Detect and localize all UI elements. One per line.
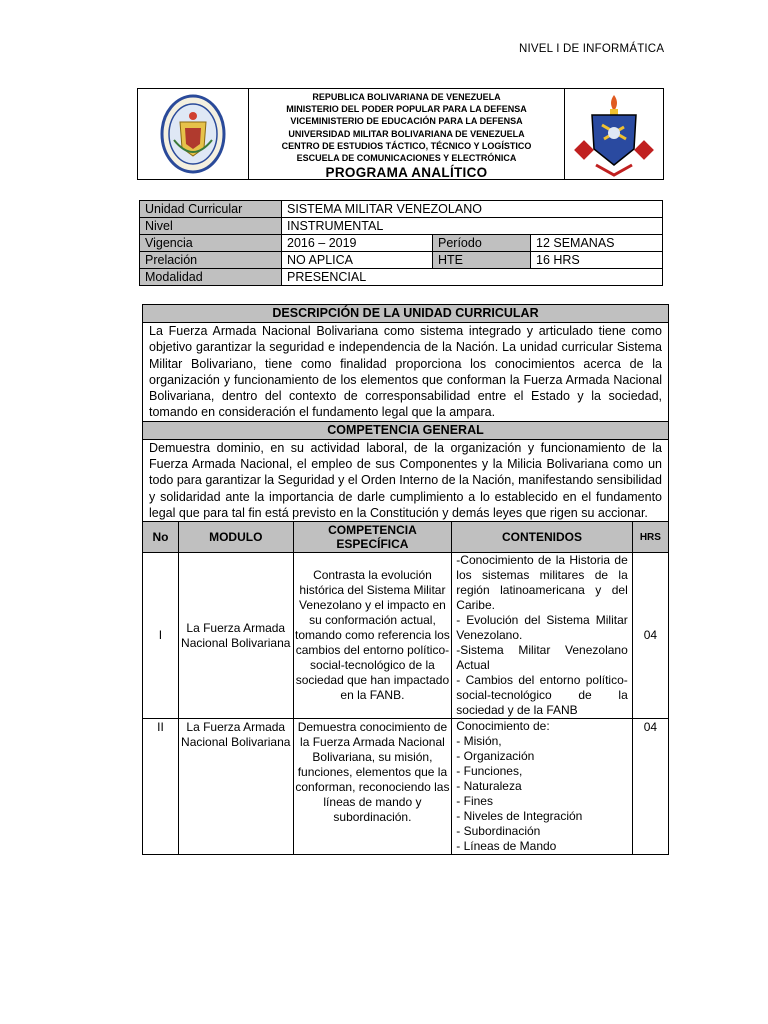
contenido-item: - Subordinación (456, 824, 541, 839)
hte-label: HTE (433, 252, 531, 269)
prelacion-label: Prelación (140, 252, 282, 269)
periodo-value: 12 SEMANAS (531, 235, 663, 252)
row-competencia: Contrasta la evolución histórica del Sistema Militar Venezolano y el impacto en su conformación actual, tomando como referencia los cambios del entorno político-social-tecnológico de la sociedad que han impactado en la FANB. (293, 553, 452, 719)
competencia-text: Demuestra dominio, en su actividad laboral, de la organización y funcionamiento de la Fuerza Armada Nacional, el empleo de sus Componentes y la Milicia Bolivariana como un todo para garantizar la Seguridad y el Orden Interno de la Nación, manifestando sensibilidad y solidaridad ante la importancia de darle cumplimiento a lo establecido en el fundamento legal que para tal fin está previsto en la Constitución y demás leyes que rigen su accionar. (143, 439, 669, 521)
school-crest-icon (574, 91, 654, 177)
contenido-item: - Evolución del Sistema Militar Venezolano. (456, 613, 628, 643)
competencia-heading: COMPETENCIA GENERAL (143, 421, 669, 439)
university-seal-logo (138, 89, 249, 179)
table-row (143, 719, 669, 855)
row-hrs: 04 (632, 719, 668, 855)
header-line: UNIVERSIDAD MILITAR BOLIVARIANA DE VENEZUELA (288, 128, 525, 139)
contenido-item: - Fines (456, 794, 493, 809)
contenido-item: - Cambios del entorno político-social-tecnológico de la sociedad y de la FANB (456, 673, 628, 718)
contenido-item: - Naturaleza (456, 779, 522, 794)
nivel-value: INSTRUMENTAL (282, 218, 663, 235)
header-line: ESCUELA DE COMUNICACIONES Y ELECTRÓNICA (296, 153, 517, 164)
school-crest-logo (564, 89, 663, 179)
contenido-item: -Sistema Militar Venezolano Actual (456, 643, 628, 673)
contenido-item: - Niveles de Integración (456, 809, 583, 824)
row-hrs: 04 (632, 553, 668, 719)
header-line: REPUBLICA BOLIVARIANA DE VENEZUELA (312, 92, 501, 102)
contenido-item: - Misión, (456, 734, 502, 749)
row-modulo: La Fuerza Armada Nacional Bolivariana (178, 553, 293, 719)
curriculum-table (142, 304, 669, 855)
row-competencia: Demuestra conocimiento de la Fuerza Armada Nacional Bolivariana, su misión, funciones, elementos que la conforman, reconociendo las líneas de mando y subordinación. (293, 719, 452, 855)
descripcion-heading: DESCRIPCIÓN DE LA UNIDAD CURRICULAR (143, 305, 669, 323)
periodo-label: Período (433, 235, 531, 252)
document-header (137, 88, 664, 180)
column-header-competencia: COMPETENCIA ESPECÍFICA (293, 522, 452, 553)
contenido-item: - Líneas de Mando (456, 839, 557, 854)
column-header-no: No (143, 522, 179, 553)
header-text-block (249, 89, 564, 179)
modalidad-label: Modalidad (140, 269, 282, 286)
document-title: PROGRAMA ANALÍTICO (325, 165, 488, 181)
column-header-hrs: HRS (632, 522, 668, 553)
unidad-curricular-value: SISTEMA MILITAR VENEZOLANO (282, 201, 663, 218)
row-modulo: La Fuerza Armada Nacional Bolivariana (178, 719, 293, 855)
table-row (143, 553, 669, 719)
contenido-item: - Funciones, (456, 764, 523, 779)
university-seal-icon (160, 94, 226, 174)
header-line: CENTRO DE ESTUDIOS TÁCTICO, TÉCNICO Y LOGÍSTICO (281, 140, 532, 151)
column-header-contenidos: CONTENIDOS (452, 522, 632, 553)
contenido-item: Conocimiento de: (456, 719, 550, 734)
prelacion-value: NO APLICA (282, 252, 433, 269)
vigencia-value: 2016 – 2019 (282, 235, 433, 252)
page-header-note: NIVEL I DE INFORMÁTICA (519, 43, 665, 55)
row-number: II (143, 719, 179, 855)
course-info-table (139, 200, 663, 286)
row-number: I (143, 553, 179, 719)
column-header-modulo: MODULO (178, 522, 293, 553)
contenido-item: - Organización (456, 749, 535, 764)
row-contenidos (452, 553, 632, 719)
header-line: VICEMINISTERIO DE EDUCACIÓN PARA LA DEFENSA (290, 116, 523, 127)
header-line: MINISTERIO DEL PODER POPULAR PARA LA DEFENSA (286, 104, 527, 115)
nivel-label: Nivel (140, 218, 282, 235)
modalidad-value: PRESENCIAL (282, 269, 663, 286)
row-contenidos (452, 719, 632, 855)
contenido-item: -Conocimiento de la Historia de los sistemas militares de la región latinoamericana y del Caribe. (456, 553, 628, 613)
hte-value: 16 HRS (531, 252, 663, 269)
unidad-curricular-label: Unidad Curricular (140, 201, 282, 218)
descripcion-text: La Fuerza Armada Nacional Bolivariana como sistema integrado y articulado tiene como objetivo garantizar la seguridad e independencia de la Nación. La unidad curricular Sistema Militar Bolivariano, tiene como finalidad proporciona los conocimientos acerca de la organización y funcionamiento de los elementos que conforman la Fuerza Armada Nacional Bolivariana, dentro del contexto de corresponsabilidad entre el Estado y la sociedad, tomando en consideración el fundamento legal que la ampara. (143, 323, 669, 422)
vigencia-label: Vigencia (140, 235, 282, 252)
